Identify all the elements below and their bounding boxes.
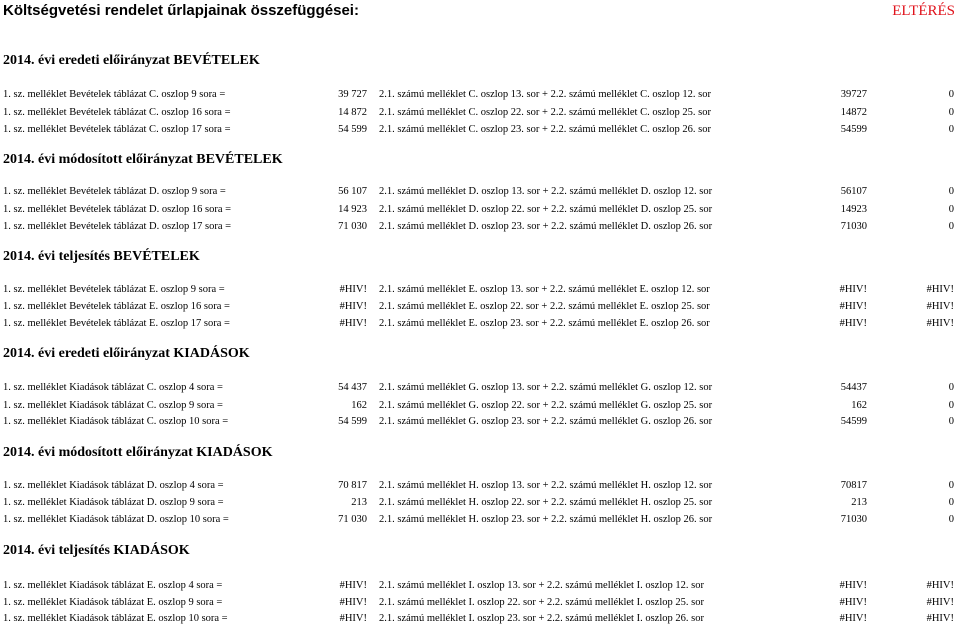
row-reference: 2.1. számú melléklet I. oszlop 22. sor + 2.2. számú melléklet I. oszlop 25. sor: [379, 597, 704, 608]
section-title: 2014. évi eredeti előirányzat KIADÁSOK: [3, 346, 250, 361]
row-difference: 0: [948, 480, 954, 491]
row-description: 1. sz. melléklet Bevételek táblázat D. oszlop 9 sora =: [3, 186, 226, 197]
row-reference: 2.1. számú melléklet H. oszlop 23. sor + 2.2. számú melléklet H. oszlop 26. sor: [379, 514, 713, 525]
row-value: 71 030: [338, 514, 367, 525]
row-difference: 0: [948, 204, 954, 215]
row-description: 1. sz. melléklet Bevételek táblázat C. oszlop 9 sora =: [3, 89, 226, 100]
row-reference: 2.1. számú melléklet I. oszlop 13. sor + 2.2. számú melléklet I. oszlop 12. sor: [379, 580, 704, 591]
row-value: #HIV!: [339, 597, 367, 608]
table-row: [0, 89, 959, 104]
row-difference: 0: [948, 497, 954, 508]
row-reference: 2.1. számú melléklet H. oszlop 13. sor + 2.2. számú melléklet H. oszlop 12. sor: [379, 480, 713, 491]
row-difference: #HIV!: [926, 284, 954, 295]
row-reference-value: 54437: [840, 382, 867, 393]
row-difference: 0: [948, 186, 954, 197]
row-description: 1. sz. melléklet Kiadások táblázat C. oszlop 4 sora =: [3, 382, 223, 393]
table-row: [0, 400, 959, 415]
row-description: 1. sz. melléklet Bevételek táblázat C. oszlop 17 sora =: [3, 124, 231, 135]
row-reference: 2.1. számú melléklet C. oszlop 13. sor + 2.2. számú melléklet C. oszlop 12. sor: [379, 89, 711, 100]
table-row: [0, 497, 959, 512]
row-reference: 2.1. számú melléklet D. oszlop 23. sor + 2.2. számú melléklet D. oszlop 26. sor: [379, 221, 713, 232]
row-value: 14 872: [338, 107, 367, 118]
row-reference-value: #HIV!: [839, 613, 867, 624]
section-title: 2014. évi módosított előirányzat BEVÉTELEK: [3, 152, 283, 167]
row-value: 14 923: [338, 204, 367, 215]
row-difference: 0: [948, 107, 954, 118]
row-difference: #HIV!: [926, 613, 954, 624]
row-difference: #HIV!: [926, 597, 954, 608]
row-difference: 0: [948, 514, 954, 525]
row-reference-value: 71030: [840, 514, 867, 525]
row-reference: 2.1. számú melléklet E. oszlop 23. sor + 2.2. számú melléklet E. oszlop 26. sor: [379, 318, 710, 329]
row-difference: 0: [948, 221, 954, 232]
row-value: 54 599: [338, 124, 367, 135]
row-description: 1. sz. melléklet Kiadások táblázat E. oszlop 4 sora =: [3, 580, 223, 591]
table-row: [0, 480, 959, 495]
row-difference: #HIV!: [926, 318, 954, 329]
row-reference-value: #HIV!: [839, 580, 867, 591]
row-description: 1. sz. melléklet Kiadások táblázat D. oszlop 10 sora =: [3, 514, 229, 525]
table-row: [0, 514, 959, 529]
row-value: 70 817: [338, 480, 367, 491]
row-difference: 0: [948, 416, 954, 427]
row-description: 1. sz. melléklet Kiadások táblázat E. oszlop 10 sora =: [3, 613, 228, 624]
section-title: 2014. évi módosított előirányzat KIADÁSOK: [3, 445, 273, 460]
table-row: [0, 613, 959, 628]
row-value: 56 107: [338, 186, 367, 197]
row-reference-value: 71030: [840, 221, 867, 232]
row-value: #HIV!: [339, 301, 367, 312]
row-description: 1. sz. melléklet Bevételek táblázat E. oszlop 17 sora =: [3, 318, 230, 329]
row-reference: 2.1. számú melléklet C. oszlop 22. sor + 2.2. számú melléklet C. oszlop 25. sor: [379, 107, 711, 118]
row-description: 1. sz. melléklet Kiadások táblázat C. oszlop 10 sora =: [3, 416, 229, 427]
table-row: [0, 186, 959, 201]
row-reference: 2.1. számú melléklet G. oszlop 13. sor + 2.2. számú melléklet G. oszlop 12. sor: [379, 382, 713, 393]
table-row: [0, 597, 959, 612]
table-row: [0, 318, 959, 333]
row-description: 1. sz. melléklet Bevételek táblázat C. oszlop 16 sora =: [3, 107, 231, 118]
row-reference: 2.1. számú melléklet E. oszlop 22. sor + 2.2. számú melléklet E. oszlop 25. sor: [379, 301, 710, 312]
row-description: 1. sz. melléklet Kiadások táblázat C. oszlop 9 sora =: [3, 400, 223, 411]
row-value: 213: [351, 497, 367, 508]
section-title: 2014. évi teljesítés BEVÉTELEK: [3, 249, 200, 264]
row-reference: 2.1. számú melléklet I. oszlop 23. sor + 2.2. számú melléklet I. oszlop 26. sor: [379, 613, 704, 624]
row-value: #HIV!: [339, 580, 367, 591]
row-description: 1. sz. melléklet Bevételek táblázat E. oszlop 16 sora =: [3, 301, 230, 312]
row-reference: 2.1. számú melléklet D. oszlop 22. sor + 2.2. számú melléklet D. oszlop 25. sor: [379, 204, 713, 215]
row-difference: 0: [948, 400, 954, 411]
table-row: [0, 124, 959, 139]
page-header: [0, 0, 959, 26]
table-row: [0, 204, 959, 219]
row-reference: 2.1. számú melléklet G. oszlop 22. sor + 2.2. számú melléklet G. oszlop 25. sor: [379, 400, 713, 411]
row-reference-value: 162: [851, 400, 867, 411]
row-reference-value: 54599: [840, 416, 867, 427]
row-difference: #HIV!: [926, 580, 954, 591]
row-reference-value: 14872: [840, 107, 867, 118]
row-difference: 0: [948, 382, 954, 393]
row-value: 162: [351, 400, 367, 411]
row-value: #HIV!: [339, 318, 367, 329]
row-difference: 0: [948, 89, 954, 100]
row-difference: #HIV!: [926, 301, 954, 312]
table-row: [0, 416, 959, 431]
row-description: 1. sz. melléklet Kiadások táblázat D. oszlop 9 sora =: [3, 497, 224, 508]
row-reference-value: #HIV!: [839, 318, 867, 329]
row-reference-value: #HIV!: [839, 301, 867, 312]
row-reference-value: 56107: [840, 186, 867, 197]
difference-column-header: ELTÉRÉS: [892, 3, 955, 19]
row-reference-value: #HIV!: [839, 597, 867, 608]
row-difference: 0: [948, 124, 954, 135]
section-title: 2014. évi teljesítés KIADÁSOK: [3, 543, 190, 558]
row-description: 1. sz. melléklet Kiadások táblázat E. oszlop 9 sora =: [3, 597, 223, 608]
row-reference: 2.1. számú melléklet H. oszlop 22. sor + 2.2. számú melléklet H. oszlop 25. sor: [379, 497, 713, 508]
row-reference-value: 70817: [840, 480, 867, 491]
row-reference: 2.1. számú melléklet D. oszlop 13. sor + 2.2. számú melléklet D. oszlop 12. sor: [379, 186, 713, 197]
row-value: 54 599: [338, 416, 367, 427]
table-row: [0, 382, 959, 397]
table-row: [0, 107, 959, 122]
table-row: [0, 284, 959, 299]
row-value: #HIV!: [339, 284, 367, 295]
table-row: [0, 301, 959, 316]
table-row: [0, 580, 959, 595]
row-reference-value: 14923: [840, 204, 867, 215]
row-value: 71 030: [338, 221, 367, 232]
row-reference: 2.1. számú melléklet G. oszlop 23. sor + 2.2. számú melléklet G. oszlop 26. sor: [379, 416, 713, 427]
row-value: #HIV!: [339, 613, 367, 624]
table-row: [0, 221, 959, 236]
row-description: 1. sz. melléklet Bevételek táblázat D. oszlop 17 sora =: [3, 221, 232, 232]
page-title: Költségvetési rendelet űrlapjainak összefüggései:: [3, 2, 359, 19]
row-reference-value: #HIV!: [839, 284, 867, 295]
section-title: 2014. évi eredeti előirányzat BEVÉTELEK: [3, 53, 260, 68]
row-reference-value: 213: [851, 497, 867, 508]
row-description: 1. sz. melléklet Bevételek táblázat E. oszlop 9 sora =: [3, 284, 225, 295]
row-value: 39 727: [338, 89, 367, 100]
row-value: 54 437: [338, 382, 367, 393]
row-description: 1. sz. melléklet Bevételek táblázat D. oszlop 16 sora =: [3, 204, 232, 215]
row-reference-value: 39727: [840, 89, 867, 100]
row-description: 1. sz. melléklet Kiadások táblázat D. oszlop 4 sora =: [3, 480, 224, 491]
row-reference: 2.1. számú melléklet C. oszlop 23. sor + 2.2. számú melléklet C. oszlop 26. sor: [379, 124, 711, 135]
row-reference: 2.1. számú melléklet E. oszlop 13. sor + 2.2. számú melléklet E. oszlop 12. sor: [379, 284, 710, 295]
row-reference-value: 54599: [840, 124, 867, 135]
